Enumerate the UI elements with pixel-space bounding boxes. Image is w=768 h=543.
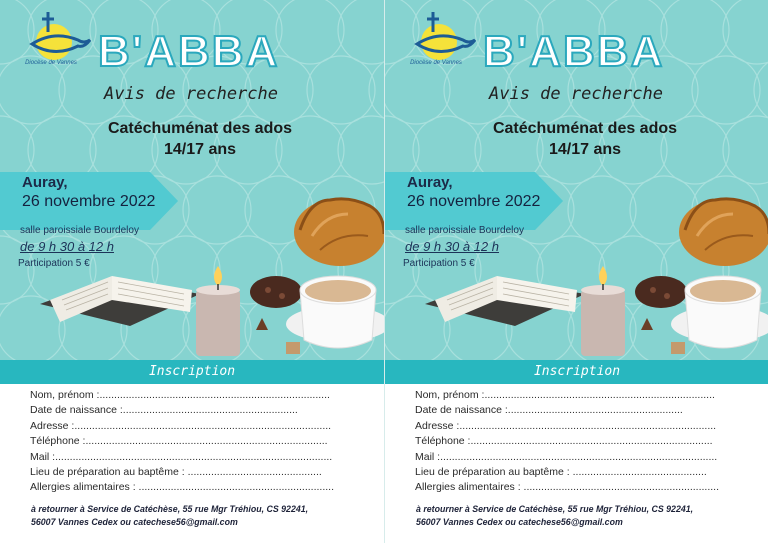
form-field-phone[interactable]: Téléphone :................................................................................... — [415, 435, 713, 448]
flyer-right — [384, 0, 768, 543]
headline-line-2: 14/17 ans — [548, 141, 622, 158]
event-venue: salle paroissiale Bourdeloy — [20, 225, 139, 236]
event-fee: Participation 5 € — [18, 258, 90, 269]
subtitle: Avis de recherche — [104, 84, 278, 104]
form-field-name[interactable]: Nom, prénom :............................................................................... — [415, 389, 715, 401]
event-venue: salle paroissiale Bourdeloy — [405, 225, 524, 236]
event-city: Auray, — [22, 174, 68, 191]
chocolate-cake-icon — [250, 276, 302, 308]
headline-line-1: Catéchuménat des ados — [107, 120, 293, 137]
form-field-baptism-place[interactable]: Lieu de préparation au baptême : .............................................. — [415, 465, 707, 478]
flyer-top-section — [0, 0, 384, 368]
croissant-icon — [679, 198, 768, 266]
event-date: 26 novembre 2022 — [22, 193, 156, 210]
logo-caption: Diocèse de Vannes — [410, 60, 462, 66]
return-address — [416, 503, 766, 529]
return-line-2: 56007 Vannes Cedex ou catechese56@gmail.com — [31, 517, 238, 527]
star-anise-icon — [256, 318, 268, 330]
event-time: de 9 h 30 à 12 h — [405, 239, 499, 254]
flyer-top-section — [385, 0, 768, 368]
form-field-mail[interactable]: Mail :............................................................................................... — [30, 450, 333, 463]
inscription-title: Inscription — [148, 364, 236, 379]
croissant-icon — [294, 198, 384, 266]
candle-icon — [581, 266, 625, 356]
subtitle: Avis de recherche — [489, 84, 663, 104]
form-field-address[interactable]: Adresse :........................................................................................ — [415, 419, 717, 432]
brand-title: B'ABBA — [98, 27, 280, 76]
form-field-allergies[interactable]: Allergies alimentaires : ................................................................... — [30, 481, 334, 494]
inscription-title: Inscription — [533, 364, 621, 379]
event-fee: Participation 5 € — [403, 258, 475, 269]
brand-title: B'ABBA — [483, 27, 665, 76]
breakfast-photo — [0, 0, 384, 368]
form-field-mail[interactable]: Mail :............................................................................................... — [415, 450, 718, 463]
event-city: Auray, — [407, 174, 453, 191]
registration-form — [415, 389, 755, 497]
event-date: 26 novembre 2022 — [407, 193, 541, 210]
return-address — [31, 503, 381, 529]
bible-icon — [425, 276, 585, 326]
return-line-1: à retourner à Service de Catéchèse, 55 rue Mgr Tréhiou, CS 92241, — [31, 504, 309, 514]
chocolate-cake-icon — [635, 276, 687, 308]
breakfast-photo — [385, 0, 768, 368]
form-field-name[interactable]: Nom, prénom :............................................................................... — [30, 389, 330, 401]
form-field-birthdate[interactable]: Date de naissance :............................................................ — [30, 404, 298, 417]
sugar-cube-icon — [671, 342, 685, 354]
coffee-cup-icon — [671, 276, 768, 348]
headline-line-2: 14/17 ans — [163, 141, 237, 158]
form-field-phone[interactable]: Téléphone :................................................................................... — [30, 435, 328, 448]
logo-caption: Diocèse de Vannes — [25, 60, 77, 66]
candle-icon — [196, 266, 240, 356]
form-field-address[interactable]: Adresse :........................................................................................ — [30, 419, 332, 432]
star-anise-icon — [641, 318, 653, 330]
form-field-baptism-place[interactable]: Lieu de préparation au baptême : .............................................. — [30, 465, 322, 478]
return-line-1: à retourner à Service de Catéchèse, 55 rue Mgr Tréhiou, CS 92241, — [416, 504, 694, 514]
return-line-2: 56007 Vannes Cedex ou catechese56@gmail.com — [416, 517, 623, 527]
event-time: de 9 h 30 à 12 h — [20, 239, 114, 254]
registration-form — [30, 389, 370, 497]
coffee-cup-icon — [286, 276, 384, 348]
bible-icon — [40, 276, 200, 326]
sugar-cube-icon — [286, 342, 300, 354]
form-field-birthdate[interactable]: Date de naissance :............................................................ — [415, 404, 683, 417]
form-field-allergies[interactable]: Allergies alimentaires : ................................................................... — [415, 481, 719, 494]
headline-line-1: Catéchuménat des ados — [492, 120, 678, 137]
